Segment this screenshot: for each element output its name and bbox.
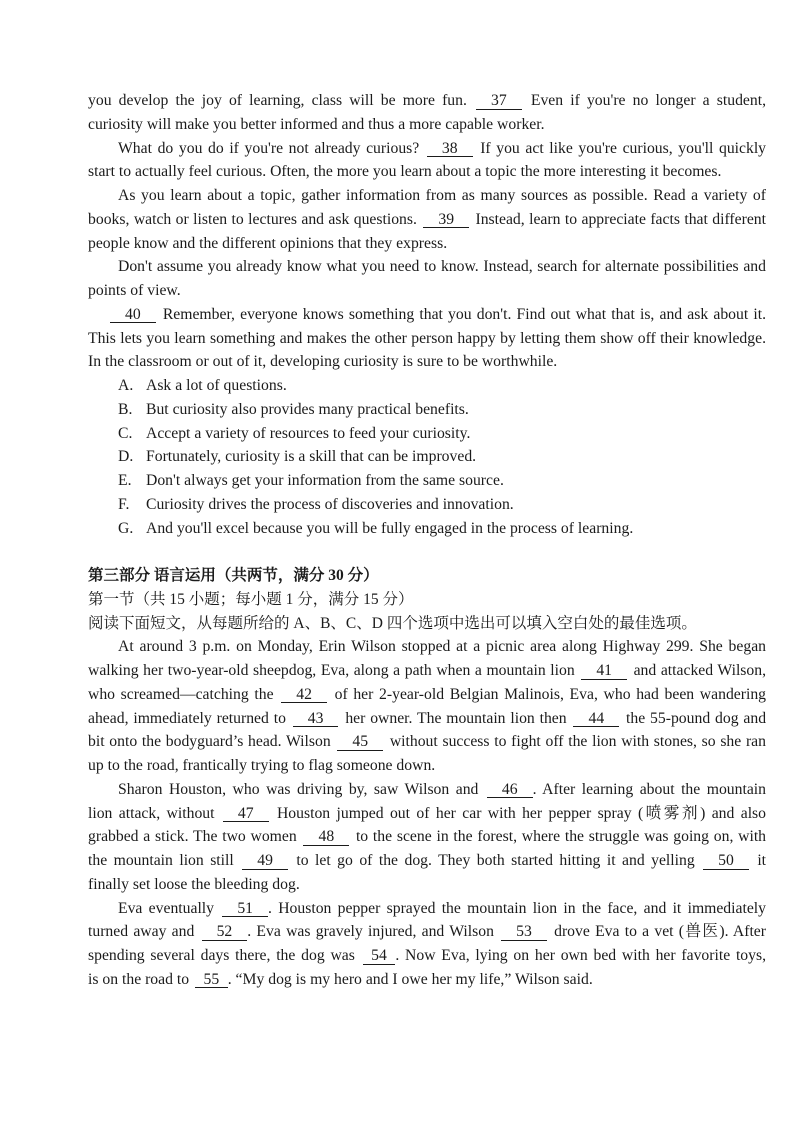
text-line bbox=[88, 754, 766, 778]
text-line bbox=[88, 897, 766, 921]
passage-text: and attacked Wilson, bbox=[633, 662, 767, 679]
reading-paragraph-1 bbox=[88, 89, 766, 137]
passage-text: to let go of the dog. They both started hitting it and yelling bbox=[296, 852, 695, 869]
answer-blank-50: 50 bbox=[703, 853, 749, 870]
text-line bbox=[88, 635, 766, 659]
cloze-paragraph-2 bbox=[88, 778, 766, 897]
answer-blank-41: 41 bbox=[581, 663, 627, 680]
text-line bbox=[88, 920, 766, 944]
instructions: 阅读下面短文，从每题所给的 A、B、C、D 四个选项中选出可以填入空白处的最佳选项。 bbox=[88, 614, 697, 632]
answer-blank-40: 40 bbox=[110, 307, 156, 324]
passage-text: curiosity will make you better informed and thus a more capable worker. bbox=[88, 115, 545, 133]
passage-text: Sharon Houston, who was driving by, saw Wilson and bbox=[118, 780, 479, 798]
answer-blank-42: 42 bbox=[281, 687, 327, 704]
option-b bbox=[88, 398, 766, 422]
passage-text: In the classroom or out of it, developing curiosity is sure to be worthwhile. bbox=[88, 353, 558, 371]
option-c bbox=[88, 422, 766, 446]
text-line bbox=[88, 730, 766, 754]
text-line bbox=[88, 303, 766, 327]
passage-text: ahead, immediately returned to bbox=[88, 709, 286, 727]
passage-text: bit onto the bodyguard’s head. Wilson bbox=[88, 733, 331, 751]
answer-blank-46: 46 bbox=[487, 782, 533, 799]
answer-blank-43: 43 bbox=[293, 711, 339, 728]
passage-text: who screamed—catching the bbox=[88, 685, 274, 703]
passage-text: . Now Eva, lying on her own bed with her favorite toys, bbox=[395, 947, 767, 964]
answer-blank-47: 47 bbox=[223, 806, 269, 823]
option-label: D. bbox=[118, 448, 134, 466]
passage-text: grabbed a stick. The two women bbox=[88, 828, 297, 846]
passage-text: points of view. bbox=[88, 282, 181, 299]
text-line bbox=[88, 350, 766, 374]
text-line bbox=[88, 944, 766, 968]
option-e bbox=[88, 469, 766, 493]
options-list bbox=[88, 374, 766, 540]
reading-paragraph-4 bbox=[88, 255, 766, 303]
passage-text: without success to fight off the lion with stones, so she ran bbox=[389, 733, 766, 751]
passage-text: Don't assume you already know what you need to know. Instead, search for alternate possibilities and bbox=[118, 258, 766, 276]
text-line bbox=[88, 707, 766, 731]
passage-text: drove Eva to a vet (兽医). After bbox=[554, 923, 766, 941]
text-line bbox=[88, 89, 766, 113]
answer-blank-55: 55 bbox=[195, 972, 228, 989]
answer-blank-44: 44 bbox=[573, 711, 619, 728]
passage-text: What do you do if you're not already curious? bbox=[118, 139, 420, 157]
reading-paragraph-3 bbox=[88, 184, 766, 255]
passage-text: books, watch or listen to lectures and ask questions. bbox=[88, 210, 417, 228]
text-line bbox=[88, 849, 766, 873]
text-line bbox=[88, 802, 766, 826]
answer-blank-54: 54 bbox=[363, 948, 396, 965]
cloze-paragraph-3 bbox=[88, 897, 766, 992]
option-text: Curiosity drives the process of discoveries and innovation. bbox=[146, 495, 514, 513]
answer-blank-53: 53 bbox=[501, 924, 547, 941]
text-line bbox=[88, 279, 766, 303]
answer-blank-52: 52 bbox=[202, 924, 248, 941]
text-line bbox=[88, 778, 766, 802]
text-line bbox=[88, 968, 766, 992]
passage-text: the mountain lion still bbox=[88, 852, 234, 869]
text-line bbox=[88, 137, 766, 161]
passage-text: you develop the joy of learning, class will be more fun. bbox=[88, 92, 467, 109]
option-label: E. bbox=[118, 472, 132, 489]
passage-text: the 55-pound dog and bbox=[626, 709, 767, 727]
passage-text: Eva eventually bbox=[118, 899, 215, 917]
passage-text: Instead, learn to appreciate facts that different bbox=[475, 210, 767, 228]
answer-blank-49: 49 bbox=[242, 853, 288, 870]
option-text: Fortunately, curiosity is a skill that can be improved. bbox=[146, 448, 477, 466]
passage-text: up to the road, frantically trying to flag someone down. bbox=[88, 757, 436, 774]
text-line bbox=[88, 255, 766, 279]
answer-blank-37: 37 bbox=[476, 93, 522, 110]
option-label: B. bbox=[118, 400, 133, 418]
option-f bbox=[88, 493, 766, 517]
option-label: C. bbox=[118, 424, 133, 442]
option-text: Don't always get your information from the same source. bbox=[146, 472, 504, 489]
part-heading: 第一节（共 15 小题；每小题 1 分，满分 15 分） bbox=[88, 590, 414, 608]
text-line bbox=[88, 232, 766, 256]
passage-text: turned away and bbox=[88, 923, 195, 941]
answer-blank-38: 38 bbox=[427, 141, 473, 158]
section-title: 第三部分 语言运用（共两节，满分 30 分） bbox=[88, 567, 379, 584]
text-line bbox=[88, 659, 766, 683]
option-label: A. bbox=[118, 377, 134, 394]
passage-text: . Eva was gravely injured, and Wilson bbox=[247, 923, 494, 941]
passage-text: At around 3 p.m. on Monday, Erin Wilson stopped at a picnic area along Highway 299. She began bbox=[118, 638, 766, 656]
passage-text: . Houston pepper sprayed the mountain lion in the face, and it immediately bbox=[268, 899, 766, 917]
passage-text: Remember, everyone knows something that you don't. Find out what that is, and ask about it. bbox=[162, 305, 766, 323]
passage-text: is on the road to bbox=[88, 970, 190, 988]
text-line bbox=[88, 873, 766, 897]
passage-text: As you learn about a topic, gather information from as many sources as possible. Read a variety of bbox=[118, 187, 766, 204]
reading-paragraph-5 bbox=[88, 303, 766, 374]
answer-blank-51: 51 bbox=[222, 901, 268, 918]
option-d bbox=[88, 445, 766, 469]
passage-text: spending several days there, the dog was bbox=[88, 947, 355, 964]
text-line bbox=[88, 113, 766, 137]
text-line bbox=[88, 327, 766, 351]
option-text: But curiosity also provides many practical benefits. bbox=[146, 400, 469, 418]
passage-text: . “My dog is my hero and I owe her my life,” Wilson said. bbox=[227, 970, 593, 988]
option-label: F. bbox=[118, 495, 130, 513]
passage-text: lion attack, without bbox=[88, 804, 215, 822]
option-text: Accept a variety of resources to feed your curiosity. bbox=[146, 424, 471, 442]
cloze-paragraph-1 bbox=[88, 635, 766, 778]
answer-blank-45: 45 bbox=[337, 734, 383, 751]
passage-text: her owner. The mountain lion then bbox=[345, 709, 567, 727]
passage-text: of her 2-year-old Belgian Malinois, Eva, who had been wandering bbox=[334, 685, 767, 703]
option-text: Ask a lot of questions. bbox=[146, 377, 287, 394]
passage-text: finally set loose the bleeding dog. bbox=[88, 875, 300, 893]
passage-text: start to actually feel curious. Often, the more you learn about a topic the more interesting it becomes. bbox=[88, 163, 722, 181]
passage-text: Even if you're no longer a student, bbox=[530, 92, 767, 109]
option-label: G. bbox=[118, 519, 134, 537]
passage-text: to the scene in the forest, where the struggle was going on, with bbox=[355, 828, 767, 846]
text-line bbox=[88, 184, 766, 208]
text-line bbox=[88, 160, 766, 184]
answer-blank-39: 39 bbox=[423, 212, 469, 229]
text-line bbox=[88, 683, 766, 707]
passage-text: walking her two-year-old sheepdog, Eva, along a path when a mountain lion bbox=[88, 662, 575, 679]
passage-text: it bbox=[757, 852, 767, 869]
answer-blank-48: 48 bbox=[303, 829, 349, 846]
text-line bbox=[88, 208, 766, 232]
reading-paragraph-2 bbox=[88, 137, 766, 185]
passage-text: This lets you learn something and makes the other person happy by letting them show off their knowledge. bbox=[88, 329, 766, 347]
passage-text: If you act like you're curious, you'll quickly bbox=[480, 139, 767, 157]
option-text: And you'll excel because you will be fully engaged in the process of learning. bbox=[146, 519, 634, 537]
passage-text: Houston jumped out of her car with her pepper spray (喷雾剂) and also bbox=[276, 804, 767, 822]
option-a bbox=[88, 374, 766, 398]
passage-text: people know and the different opinions that they express. bbox=[88, 234, 448, 252]
passage-text: . After learning about the mountain bbox=[532, 780, 766, 798]
option-g bbox=[88, 517, 766, 541]
text-line bbox=[88, 825, 766, 849]
